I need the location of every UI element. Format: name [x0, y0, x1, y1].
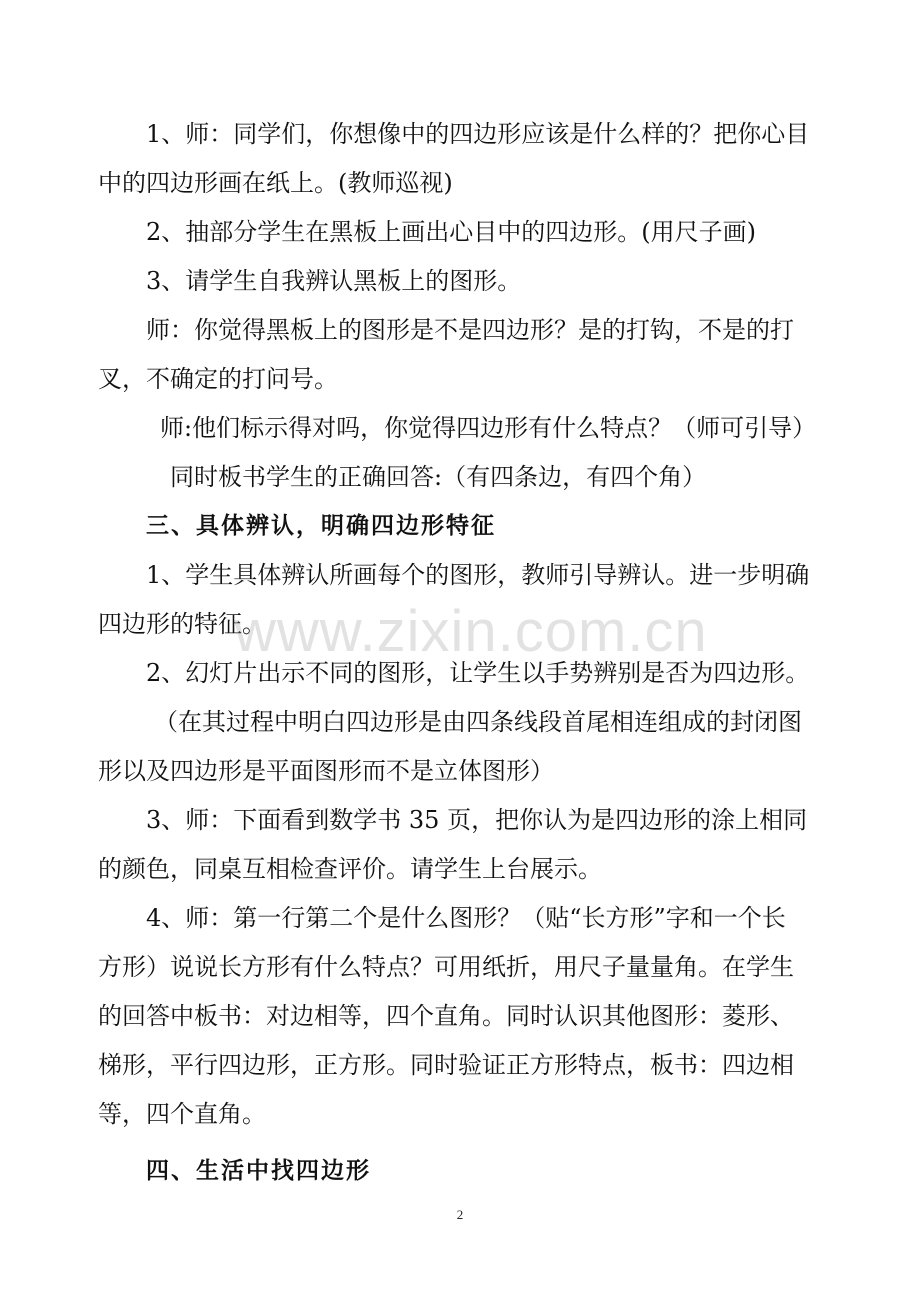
paragraph-10-line-1: 3、师：下面看到数学书 35 页，把你认为是四边形的涂上相同: [146, 806, 808, 834]
paragraph-10-line-2: 的颜色，同桌互相检查评价。请学生上台展示。: [98, 855, 602, 883]
paragraph-11-line-2: 方形）说说长方形有什么特点？可用纸折，用尺子量量角。在学生: [98, 953, 794, 981]
paragraph-6: 同时板书学生的正确回答:（有四条边，有四个角）: [170, 463, 707, 491]
paragraph-4-line-2: 叉，不确定的打问号。: [98, 365, 338, 393]
paragraph-5: 师:他们标示得对吗，你觉得四边形有什么特点？（师可引导）: [160, 414, 817, 442]
paragraph-3: 3、请学生自我辨认黑板上的图形。: [146, 267, 522, 295]
page-number: 2: [456, 1207, 464, 1222]
section-heading-4: 四、生活中找四边形: [146, 1158, 371, 1184]
paragraph-7-line-1: 1、学生具体辨认所画每个的图形，教师引导辨认。进一步明确: [146, 561, 810, 589]
document-body: [98, 110, 838, 1196]
paragraph-1-line-1: 1、师：同学们，你想像中的四边形应该是什么样的？把你心目: [146, 120, 810, 148]
paragraph-11-line-1: 4、师：第一行第二个是什么图形？（贴“长方形”字和一个长: [146, 904, 786, 932]
paragraph-11-line-5: 等，四个直角。: [98, 1100, 266, 1128]
paragraph-1-line-2: 中的四边形画在纸上。(教师巡视): [98, 169, 453, 197]
paragraph-9-line-1: （在其过程中明白四边形是由四条线段首尾相连组成的封闭图: [154, 708, 802, 736]
paragraph-11-line-3: 的回答中板书：对边相等，四个直角。同时认识其他图形：菱形、: [98, 1002, 794, 1030]
paragraph-9-line-2: 形以及四边形是平面图形而不是立体图形）: [98, 757, 554, 785]
watermark-text: www.zixin.com.cn: [234, 599, 708, 664]
paragraph-7-line-2: 四边形的特征。: [98, 610, 266, 638]
paragraph-8: 2、幻灯片出示不同的图形，让学生以手势辨别是否为四边形。: [146, 659, 810, 687]
paragraph-4-line-1: 师：你觉得黑板上的图形是不是四边形？是的打钩，不是的打: [146, 316, 794, 344]
paragraph-2: 2、抽部分学生在黑板上画出心目中的四边形。(用尺子画): [146, 218, 756, 246]
paragraph-11-line-4: 梯形，平行四边形，正方形。同时验证正方形特点，板书：四边相: [98, 1051, 794, 1079]
section-heading-3: 三、具体辨认，明确四边形特征: [146, 513, 496, 539]
